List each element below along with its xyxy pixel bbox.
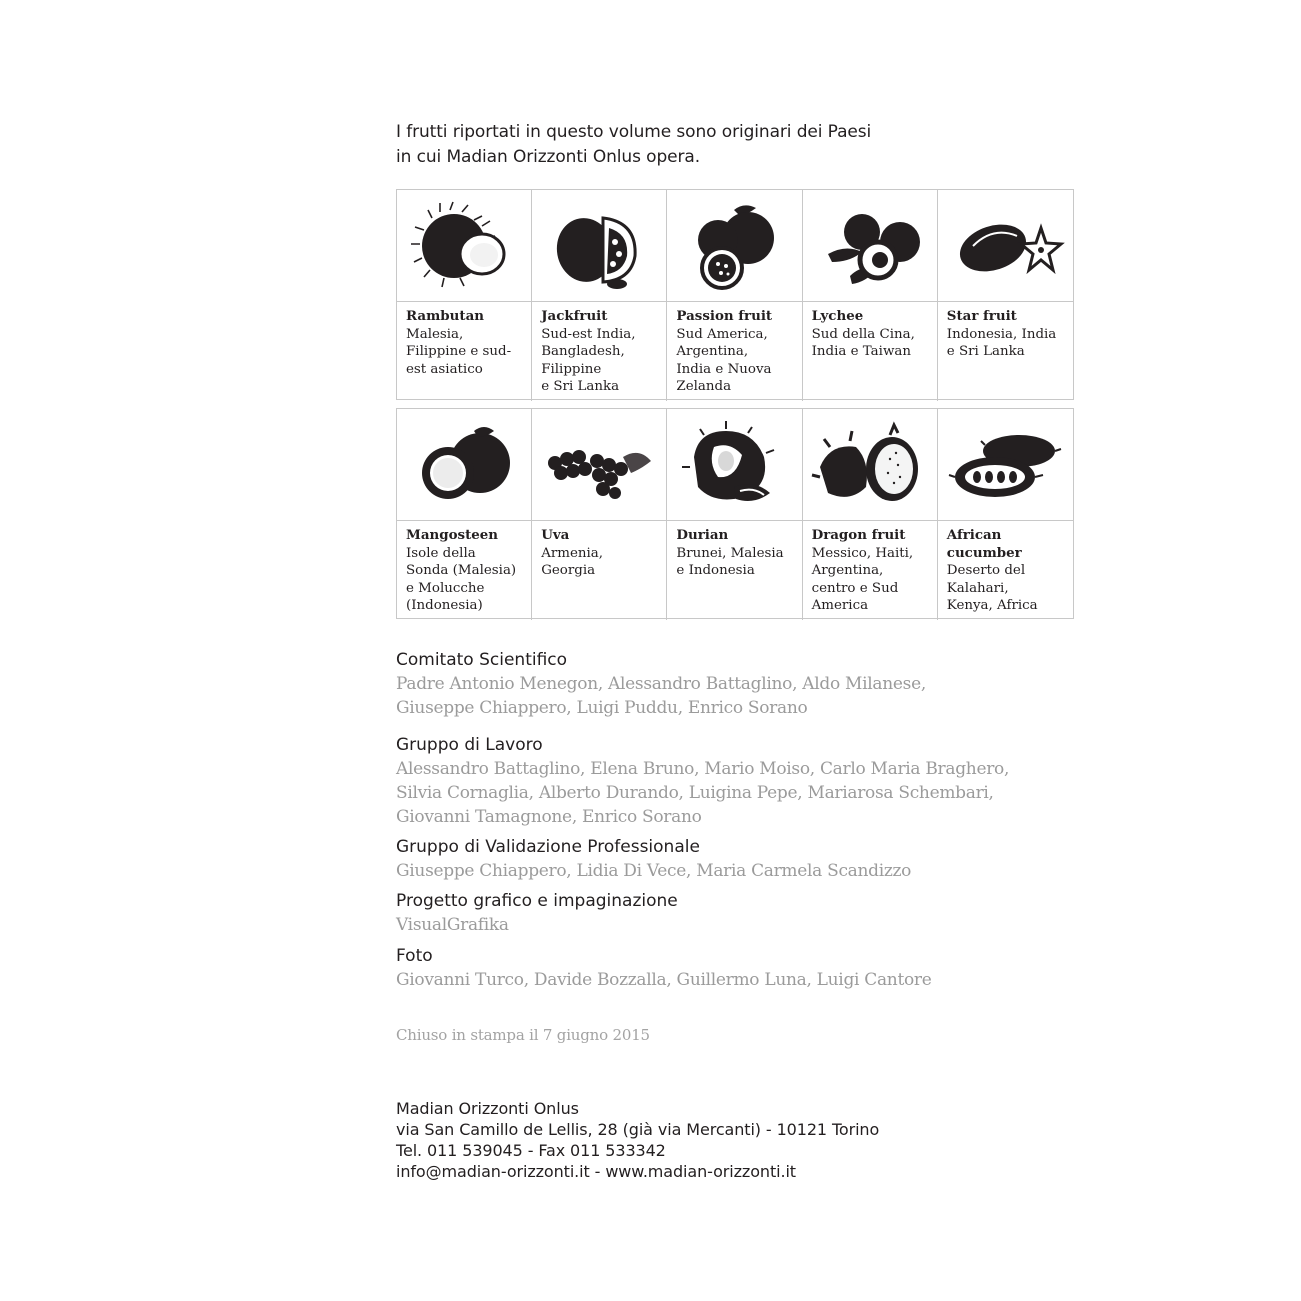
credit-names: Alessandro Battaglino, Elena Bruno, Mario Moiso, Carlo Maria Braghero, Silvia Cornaglia, Alberto Durando, Luigina Pepe, Mariarosa Schembari, Giovanni Tamagnone, Enrico Sorano — [396, 759, 1010, 827]
fruit-name: Lychee — [811, 308, 864, 324]
street-address: via San Camillo de Lellis, 28 (già via Mercanti) - 10121 Torino — [396, 1120, 880, 1139]
fruit-origin: Sud della Cina, India e Taiwan — [811, 326, 915, 359]
credit-gruppo-lavoro — [396, 733, 1096, 829]
fruit-table-row-2 — [396, 408, 1074, 619]
fruit-image-cell — [397, 409, 532, 521]
fruit-table-row-1 — [396, 189, 1074, 400]
fruit-info-cell — [667, 521, 802, 620]
phone-fax: Tel. 011 539045 - Fax 011 533342 — [396, 1141, 666, 1160]
fruit-image-cell — [667, 190, 802, 302]
fruit-name: Mangosteen — [406, 527, 499, 543]
fruit-origin: Deserto del Kalahari, Kenya, Africa — [946, 563, 1038, 613]
credit-heading: Foto — [396, 946, 433, 966]
mangosteen-icon — [404, 417, 524, 513]
fruit-name: Jackfruit — [541, 308, 608, 324]
credit-heading: Progetto grafico e impaginazione — [396, 891, 678, 911]
email-website: info@madian-orizzonti.it - www.madian-orizzonti.it — [396, 1162, 796, 1181]
fruit-origin: Brunei, Malesia e Indonesia — [676, 545, 784, 578]
passion-fruit-icon — [674, 198, 794, 294]
fruit-origin: Malesia, Filippine e sud- est asiatico — [406, 326, 512, 377]
credit-heading: Comitato Scientifico — [396, 650, 568, 670]
fruit-origin: Indonesia, India e Sri Lanka — [946, 326, 1057, 359]
fruit-name: Star fruit — [946, 308, 1017, 324]
fruit-image-cell — [938, 409, 1073, 521]
credit-names: Giovanni Turco, Davide Bozzalla, Guillermo Luna, Luigi Cantore — [396, 970, 932, 990]
dragon-fruit-icon — [810, 417, 930, 513]
intro-line-1: I frutti riportati in questo volume sono originari dei Paesi — [396, 122, 872, 142]
intro-text — [396, 120, 1036, 170]
org-name: Madian Orizzonti Onlus — [396, 1099, 579, 1118]
grapes-icon — [539, 417, 659, 513]
fruit-image-cell — [667, 409, 802, 521]
credit-progetto — [396, 889, 1096, 937]
rambutan-icon — [404, 198, 524, 294]
fruit-info-cell — [532, 521, 667, 620]
fruit-info-cell — [532, 302, 667, 401]
fruit-image-cell — [397, 190, 532, 302]
fruit-info-cell — [397, 521, 532, 620]
fruit-info-cell — [938, 302, 1073, 401]
fruit-name: Durian — [676, 527, 729, 543]
fruit-origin: Isole della Sonda (Malesia) e Molucche (Indonesia) — [406, 545, 517, 613]
credit-names: VisualGrafika — [396, 915, 509, 935]
fruit-origin: Sud America, Argentina, India e Nuova Zelanda — [676, 326, 772, 394]
credit-heading: Gruppo di Lavoro — [396, 735, 543, 755]
credit-names: Giuseppe Chiappero, Lidia Di Vece, Maria Carmela Scandizzo — [396, 861, 912, 881]
fruit-info-cell — [397, 302, 532, 401]
african-cucumber-icon — [945, 417, 1065, 513]
fruit-origin: Sud-est India, Bangladesh, Filippine e Sri Lanka — [541, 326, 636, 394]
fruit-name: Rambutan — [406, 308, 484, 324]
credit-comitato — [396, 648, 1096, 720]
fruit-origin: Messico, Haiti, Argentina, centro e Sud America — [811, 545, 914, 613]
durian-icon — [674, 417, 794, 513]
credit-heading: Gruppo di Validazione Professionale — [396, 837, 700, 857]
fruit-image-cell — [938, 190, 1073, 302]
fruit-name: Uva — [541, 527, 570, 543]
jackfruit-icon — [539, 198, 659, 294]
print-date: Chiuso in stampa il 7 giugno 2015 — [396, 1026, 650, 1044]
fruit-info-cell — [667, 302, 802, 401]
fruit-info-cell — [803, 302, 938, 401]
fruit-info-cell — [803, 521, 938, 620]
fruit-info-cell — [938, 521, 1073, 620]
fruit-name: Passion fruit — [676, 308, 773, 324]
address-block — [396, 1098, 1036, 1182]
fruit-image-cell — [803, 190, 938, 302]
intro-line-2: in cui Madian Orizzonti Onlus opera. — [396, 147, 701, 167]
fruit-origin: Armenia, Georgia — [541, 545, 604, 578]
credit-foto — [396, 944, 1096, 992]
credit-validazione — [396, 835, 1096, 883]
star-fruit-icon — [945, 198, 1065, 294]
fruit-name: African cucumber — [946, 527, 1022, 561]
lychee-icon — [810, 198, 930, 294]
fruit-image-cell — [532, 190, 667, 302]
credit-names: Padre Antonio Menegon, Alessandro Battaglino, Aldo Milanese, Giuseppe Chiappero, Luigi Puddu, Enrico Sorano — [396, 674, 926, 718]
fruit-image-cell — [803, 409, 938, 521]
fruit-name: Dragon fruit — [811, 527, 906, 543]
fruit-image-cell — [532, 409, 667, 521]
